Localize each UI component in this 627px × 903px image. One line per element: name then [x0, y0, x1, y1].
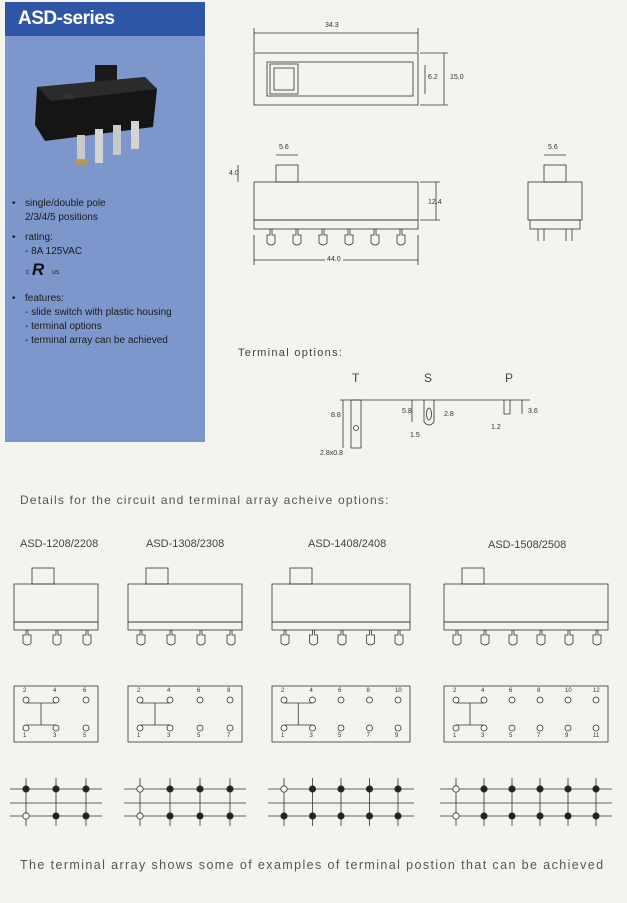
feature-line: - terminal options: [25, 321, 102, 332]
circuit-contact: [167, 697, 173, 703]
model-pin: [338, 630, 346, 645]
pin-number: 7: [366, 733, 370, 739]
model-pin: [227, 630, 235, 645]
model-pin: [167, 630, 175, 645]
circuit-contact: [137, 725, 143, 731]
circuit-contact: [227, 697, 233, 703]
pin-number: 6: [338, 688, 342, 694]
cert-us: us: [52, 269, 60, 276]
terminal-options-heading: Terminal options:: [238, 347, 344, 359]
side-pin: [267, 229, 275, 245]
model-pin: [83, 630, 91, 645]
circuit-box: [444, 686, 608, 742]
circuit-contact: [310, 725, 316, 731]
feature-line: - terminal array can be achieved: [25, 335, 168, 346]
model-label-2: ASD-1308/2308: [146, 538, 225, 550]
dim-side-length: 44.0: [327, 256, 341, 263]
side-pin: [345, 229, 353, 245]
model-label-1: ASD-1208/2208: [20, 538, 99, 550]
model-body: [272, 584, 410, 622]
circuit-contact: [167, 725, 173, 731]
circuit-contact: [281, 697, 287, 703]
feature-line: rating:: [25, 232, 53, 243]
pin-number: 3: [167, 733, 171, 739]
circuit-contact: [53, 697, 59, 703]
terminal-type-s: S: [424, 371, 433, 385]
pin-number: 5: [338, 733, 342, 739]
terminal-type-t: T: [352, 371, 360, 385]
circuit-contact: [137, 697, 143, 703]
side-pin: [371, 229, 379, 245]
end-view-drawing: [528, 155, 582, 241]
circuit-contact: [565, 697, 571, 703]
cert-ul: R: [32, 260, 45, 279]
array-node: [593, 786, 599, 792]
dim-s-gap: 1.5: [410, 432, 420, 439]
model-label-3: ASD-1408/2408: [308, 538, 387, 550]
model-knob: [146, 568, 168, 584]
pin-number: 7: [537, 733, 541, 739]
pin-number: 5: [83, 733, 87, 739]
dim-side-knob: 5.6: [279, 144, 289, 151]
model-pin: [593, 630, 601, 645]
circuit-contact: [453, 697, 459, 703]
circuit-contact: [593, 725, 599, 731]
circuit-contact: [509, 725, 515, 731]
footer-note: The terminal array shows some of examples of terminal postion that can be achieved: [20, 858, 605, 872]
array-node: [137, 813, 143, 819]
circuit-contact: [395, 725, 401, 731]
pin-number: 6: [197, 688, 201, 694]
dim-p-width: 1.2: [491, 424, 501, 431]
circuit-contact: [481, 697, 487, 703]
model-pin: [395, 630, 403, 645]
dim-t-length: 8.8: [331, 412, 341, 419]
circuit-contact: [395, 697, 401, 703]
array-node: [167, 813, 173, 819]
array-node: [537, 786, 543, 792]
dim-top-height: 15.0: [450, 74, 464, 81]
page-title: ASD-series: [18, 8, 115, 29]
pin-number: 6: [509, 688, 513, 694]
pin-number: 8: [227, 688, 231, 694]
dim-side-body-height: 12.4: [428, 199, 442, 206]
circuit-box: [128, 686, 242, 742]
circuit-contact: [23, 697, 29, 703]
array-node: [366, 813, 372, 819]
dim-t-size: 2.8x0.8: [320, 450, 343, 457]
side-pin: [319, 229, 327, 245]
circuit-contact: [23, 725, 29, 731]
pin-number: 12: [593, 688, 600, 694]
model-pin: [137, 630, 145, 645]
array-node: [309, 813, 315, 819]
model-pin: [367, 630, 375, 645]
model-pin: [23, 630, 31, 645]
model-base: [444, 622, 608, 630]
circuit-contact: [197, 697, 203, 703]
circuit-contact: [453, 725, 459, 731]
circuit-contact: [509, 697, 515, 703]
array-node: [309, 786, 315, 792]
circuit-contact: [310, 697, 316, 703]
feature-line: - 8A 125VAC: [25, 246, 83, 257]
circuit-contact: [367, 725, 373, 731]
pin-number: 9: [395, 733, 399, 739]
model-base: [14, 622, 98, 630]
array-node: [537, 813, 543, 819]
pin-number: 1: [23, 733, 27, 739]
side-pin: [293, 229, 301, 245]
dim-p-length: 3.6: [528, 408, 538, 415]
model-knob: [32, 568, 54, 584]
pin-number: 10: [395, 688, 402, 694]
side-view-drawing: [238, 155, 440, 265]
array-node: [83, 813, 89, 819]
pin-number: 1: [281, 733, 285, 739]
top-view-drawing: [254, 28, 448, 105]
model-pin: [565, 630, 573, 645]
array-node: [395, 786, 401, 792]
pin-number: 1: [453, 733, 457, 739]
array-node: [227, 813, 233, 819]
array-node: [53, 786, 59, 792]
array-node: [338, 813, 344, 819]
circuit-contact: [338, 725, 344, 731]
array-node: [137, 786, 143, 792]
pin-number: 9: [565, 733, 569, 739]
array-node: [481, 786, 487, 792]
terminal-options-drawing: [340, 400, 530, 448]
array-node: [197, 786, 203, 792]
model-pin: [481, 630, 489, 645]
model-base: [272, 622, 410, 630]
circuit-contact: [83, 697, 89, 703]
terminal-type-p: P: [505, 371, 514, 385]
circuit-contact: [565, 725, 571, 731]
pin-number: 8: [537, 688, 541, 694]
array-node: [197, 813, 203, 819]
circuit-contact: [53, 725, 59, 731]
array-node: [281, 786, 287, 792]
model-knob: [462, 568, 484, 584]
circuit-contact: [537, 697, 543, 703]
side-pin: [397, 229, 405, 245]
pin-number: 5: [509, 733, 513, 739]
array-node: [281, 813, 287, 819]
dim-s-length: 5.8: [402, 408, 412, 415]
pin-number: 2: [137, 688, 141, 694]
array-node: [53, 813, 59, 819]
pin-number: 6: [83, 688, 87, 694]
array-node: [366, 786, 372, 792]
pin-number: 8: [366, 688, 370, 694]
array-node: [227, 786, 233, 792]
dim-end-knob: 5.6: [548, 144, 558, 151]
model-pin: [281, 630, 289, 645]
model-pin: [197, 630, 205, 645]
pin-number: 5: [197, 733, 201, 739]
array-node: [395, 813, 401, 819]
pin-number: 2: [281, 688, 285, 694]
array-node: [167, 786, 173, 792]
circuit-contact: [83, 725, 89, 731]
model-body: [14, 584, 98, 622]
model-base: [128, 622, 242, 630]
circuit-contact: [593, 697, 599, 703]
pin-number: 3: [309, 733, 313, 739]
cert-c: c: [26, 269, 30, 276]
feature-line: single/double pole: [25, 198, 106, 209]
model-label-4: ASD-1508/2508: [488, 539, 567, 551]
pin-number: 3: [481, 733, 485, 739]
array-node: [565, 813, 571, 819]
dim-side-knob-height: 4.0: [229, 170, 239, 177]
array-node: [23, 786, 29, 792]
model-knob: [290, 568, 312, 584]
pin-number: 3: [53, 733, 57, 739]
circuit-contact: [481, 725, 487, 731]
array-node: [509, 813, 515, 819]
pin-number: 4: [167, 688, 171, 694]
pin-number: 10: [565, 688, 572, 694]
circuit-contact: [227, 725, 233, 731]
feature-line: features:: [25, 293, 64, 304]
circuit-contact: [281, 725, 287, 731]
feature-line: - slide switch with plastic housing: [25, 307, 172, 318]
array-node: [565, 786, 571, 792]
dim-top-length: 34.3: [325, 22, 339, 29]
model-pin: [453, 630, 461, 645]
pin-number: 2: [23, 688, 27, 694]
pin-number: 4: [53, 688, 57, 694]
pin-number: 4: [309, 688, 313, 694]
pin-number: 11: [593, 733, 600, 739]
dim-s-width: 2.8: [444, 411, 454, 418]
circuit-contact: [338, 697, 344, 703]
dim-top-slot: 6.2: [428, 74, 438, 81]
pin-number: 7: [227, 733, 231, 739]
model-pin: [310, 630, 318, 645]
pin-number: 1: [137, 733, 141, 739]
model-body: [444, 584, 608, 622]
circuit-contact: [367, 697, 373, 703]
model-pin: [537, 630, 545, 645]
array-node: [453, 813, 459, 819]
array-node: [481, 813, 487, 819]
model-pin: [53, 630, 61, 645]
circuit-contact: [197, 725, 203, 731]
array-node: [338, 786, 344, 792]
model-body: [128, 584, 242, 622]
pin-number: 2: [453, 688, 457, 694]
array-node: [83, 786, 89, 792]
array-node: [509, 786, 515, 792]
model-pin: [509, 630, 517, 645]
array-node: [23, 813, 29, 819]
circuit-contact: [537, 725, 543, 731]
array-node: [593, 813, 599, 819]
pin-number: 4: [481, 688, 485, 694]
array-node: [453, 786, 459, 792]
details-heading: Details for the circuit and terminal array acheive options:: [20, 493, 390, 507]
feature-line: 2/3/4/5 positions: [25, 212, 98, 223]
